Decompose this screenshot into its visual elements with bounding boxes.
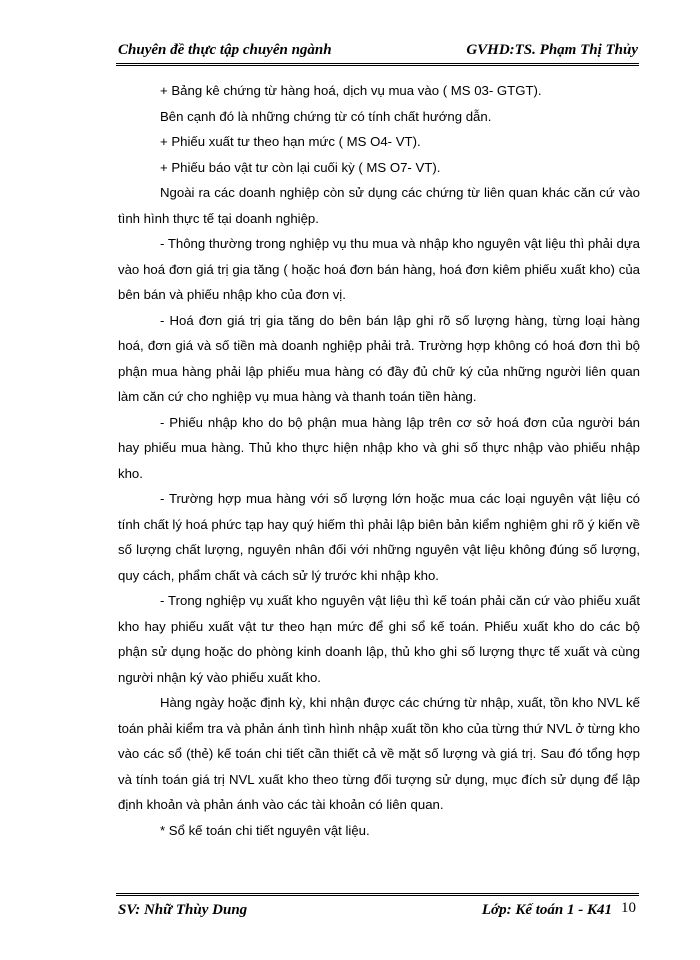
paragraph: - Trong nghiệp vụ xuất kho nguyên vật liệu thì kế toán phải căn cứ vào phiếu xuất kho hay phiếu xuất vật tư theo hạn mức để ghi sổ kế toán. Phiếu xuất kho do các bộ phận sử dụng hoặc do phòng kinh doanh lập, thủ kho ghi số lượng thực tế xuất và cùng người nhận ký vào phiếu xuất kho. <box>118 593 640 685</box>
footer-student-name: SV: Nhữ Thùy Dung <box>118 902 248 918</box>
paragraph: + Phiếu xuất tư theo hạn mức ( MS O4- VT). <box>160 134 421 149</box>
header-supervisor: GVHD:TS. Phạm Thị Thủy <box>466 42 638 58</box>
header-course-title: Chuyên đề thực tập chuyên ngành <box>118 42 332 58</box>
paragraph: - Trường hợp mua hàng với số lượng lớn hoặc mua các loại nguyên vật liệu có tính chất lý hoá phức tạp hay quý hiếm thì phải lập biên bản kiểm nghiệm ghi rõ ý kiến về số lượng chất lượng, nguyên nhân đối với những nguyên vật liệu không đúng số lượng, quy cách, phẩm chất và cách sử lý trước khi nhập kho. <box>118 491 640 583</box>
paragraph: - Thông thường trong nghiệp vụ thu mua và nhập kho nguyên vật liệu thì phải dựa vào hoá đơn giá trị gia tăng ( hoặc hoá đơn bán hàng, hoá đơn kiêm phiếu xuất kho) của bên bán và phiếu nhập kho của đơn vị. <box>118 236 640 302</box>
paragraph: Bên cạnh đó là những chứng từ có tính chất hướng dẫn. <box>160 108 492 124</box>
page-number: 10 <box>621 900 636 916</box>
paragraph: Ngoài ra các doanh nghiệp còn sử dụng các chứng từ liên quan khác căn cứ vào tình hình thực tế tại doanh nghiệp. <box>118 185 640 226</box>
paragraph: + Bảng kê chứng từ hàng hoá, dịch vụ mua vào ( MS 03- GTGT). <box>160 83 542 98</box>
paragraph: - Phiếu nhập kho do bộ phận mua hàng lập trên cơ sở hoá đơn của người bán hay phiếu mua hàng. Thủ kho thực hiện nhập kho và ghi số thực nhập vào phiếu nhập kho. <box>118 414 640 481</box>
document-body <box>118 78 640 843</box>
footer-divider <box>116 893 639 896</box>
footer-class: Lớp: Kế toán 1 - K41 <box>481 902 612 918</box>
paragraph: + Phiếu báo vật tư còn lại cuối kỳ ( MS O7- VT). <box>160 159 441 175</box>
paragraph: - Hoá đơn giá trị gia tăng do bên bán lập ghi rõ số lượng hàng, từng loại hàng hoá, đơn giá và số tiền mà doanh nghiệp phải trả. Trường hợp không có hoá đơn thì bộ phận mua hàng phải lập phiếu mua hàng có đầy đủ chữ ký của những người liên quan làm căn cứ cho nghiệp vụ mua hàng và thanh toán tiền hàng. <box>118 312 640 404</box>
paragraph: * Sổ kế toán chi tiết nguyên vật liệu. <box>160 822 370 838</box>
page-header <box>118 38 638 64</box>
header-divider <box>116 63 639 66</box>
paragraph: Hàng ngày hoặc định kỳ, khi nhận được các chứng từ nhập, xuất, tồn kho NVL kế toán phải kiểm tra và phản ánh tình hình nhập xuất tồn kho của từng thứ NVL ở từng kho vào các sổ (thẻ) kế toán chi tiết cần thiết cả về mặt số lượng và giá trị. Sau đó tổng hợp và tính toán giá trị NVL xuất kho theo từng đối tượng sử dụng, mục đích sử dụng để lập định khoản và phản ánh vào các tài khoản có liên quan. <box>118 695 640 812</box>
